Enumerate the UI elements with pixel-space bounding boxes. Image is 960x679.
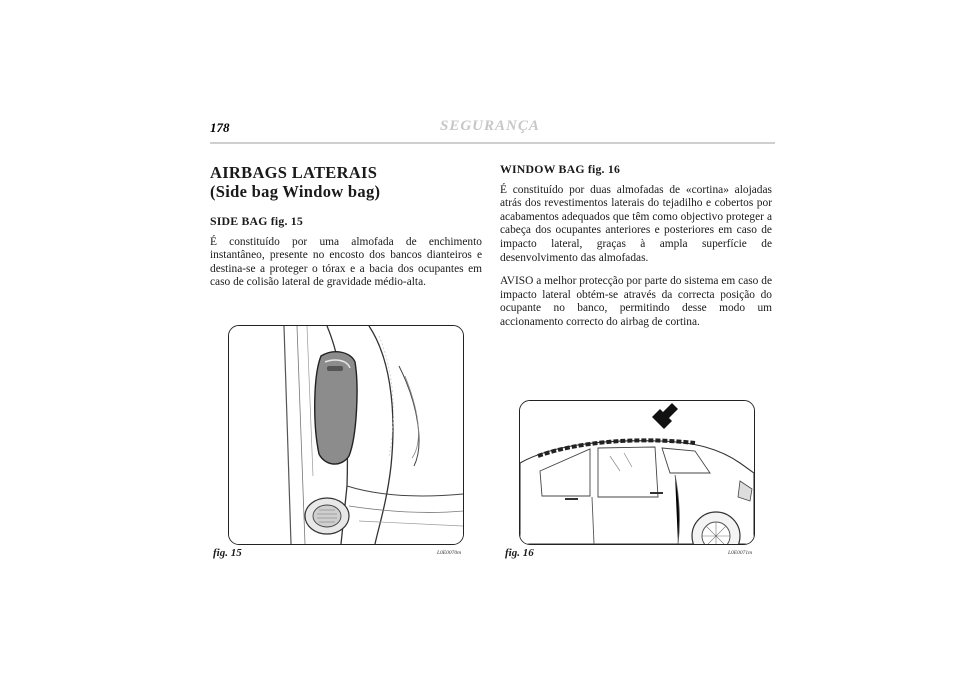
fig16-caption: fig. 16 (505, 547, 534, 559)
section-title: SEGURANÇA (440, 118, 540, 134)
fig15-caption: fig. 15 (213, 547, 242, 559)
window-bag-paragraph: É constituído por duas almofadas de «cortina» alojadas atrás dos revestimentos laterais do tejadilho e cobertos por acabamentos adequados que têm como objectivo proteger a cabeça dos ocupantes anteriores e posteriores em caso de impacto lateral, graças à ampla superfície de desenvolvimento das almofadas. (500, 183, 772, 264)
page-number: 178 (210, 120, 230, 135)
window-bag-illustration (520, 401, 754, 544)
warning-paragraph: AVISO a melhor protecção por parte do sistema em caso de impacto lateral obtém-se através da correcta posição do ocupante no banco, permitindo desse modo um accionamento correcto do airbag de cortina. (500, 275, 772, 328)
main-heading-line2: (Side bag Window bag) (210, 182, 381, 201)
figure-window-bag (519, 400, 755, 545)
side-bag-subheading: SIDE BAG fig. 15 (210, 214, 304, 228)
main-heading (210, 163, 482, 201)
fig16-code: L0E0071m (728, 550, 753, 556)
window-bag-subheading: WINDOW BAG fig. 16 (500, 162, 621, 176)
side-bag-paragraph: É constituído por uma almofada de enchimento instantâneo, presente no encosto dos bancos dianteiros e destina-se a proteger o tórax e a bacia dos ocupantes em caso de colisão lateral de gravidade médio-alta. (210, 235, 482, 289)
header-rule (210, 142, 775, 144)
side-bag-illustration (229, 326, 463, 544)
left-column (210, 163, 482, 300)
right-column (500, 163, 772, 340)
main-heading-line1: AIRBAGS LATERAIS (210, 163, 378, 182)
fig15-code: L0E0070m (437, 550, 462, 556)
figure-side-bag (228, 325, 464, 545)
